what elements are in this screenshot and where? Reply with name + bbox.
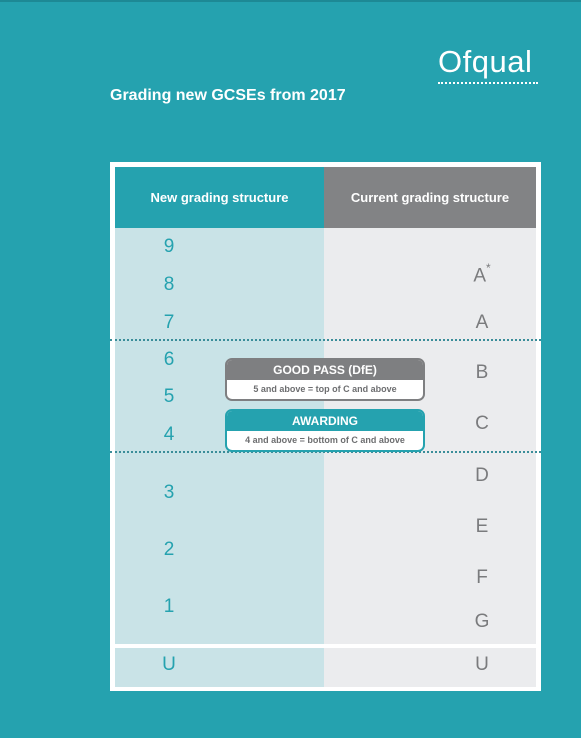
current-grade-e: E <box>475 516 489 537</box>
current-grade-g: G <box>474 611 490 632</box>
page-title: Grading new GCSEs from 2017 <box>110 87 346 104</box>
current-grade-f: F <box>476 567 488 588</box>
new-grade-u: U <box>162 654 176 675</box>
good-pass-text: 5 and above = top of C and above <box>253 384 397 394</box>
ofqual-logo <box>438 44 544 90</box>
awarding-text: 4 and above = bottom of C and above <box>245 435 405 445</box>
current-grade-c: C <box>475 413 489 434</box>
new-grade-3: 3 <box>163 482 175 503</box>
current-grade-u: U <box>475 654 489 675</box>
current-grading-header: Current grading structure <box>324 167 536 228</box>
new-grade-6: 6 <box>163 349 175 370</box>
current-grade-a-star: A* <box>473 261 491 287</box>
new-grade-5: 5 <box>163 386 175 407</box>
new-grade-4: 4 <box>163 424 175 445</box>
star-mark: * <box>486 261 491 275</box>
new-grade-7: 7 <box>163 312 175 333</box>
top-border <box>0 0 581 2</box>
good-pass-callout <box>225 358 425 401</box>
new-grade-9: 9 <box>163 236 175 257</box>
new-grade-2: 2 <box>163 539 175 560</box>
current-grade-b: B <box>475 362 489 383</box>
awarding-title: AWARDING <box>227 411 423 431</box>
awarding-callout <box>225 409 425 452</box>
good-pass-title: GOOD PASS (DfE) <box>227 360 423 380</box>
current-grade-a: A <box>475 312 489 333</box>
current-grade-d: D <box>475 465 489 486</box>
new-grade-1: 1 <box>163 596 175 617</box>
new-grading-header: New grading structure <box>115 167 324 228</box>
logo-dotted-underline <box>438 82 538 84</box>
logo-text: Ofqual <box>438 44 533 79</box>
new-grade-8: 8 <box>163 274 175 295</box>
divider-7-6 <box>110 339 541 341</box>
divider-u-row <box>110 644 541 648</box>
